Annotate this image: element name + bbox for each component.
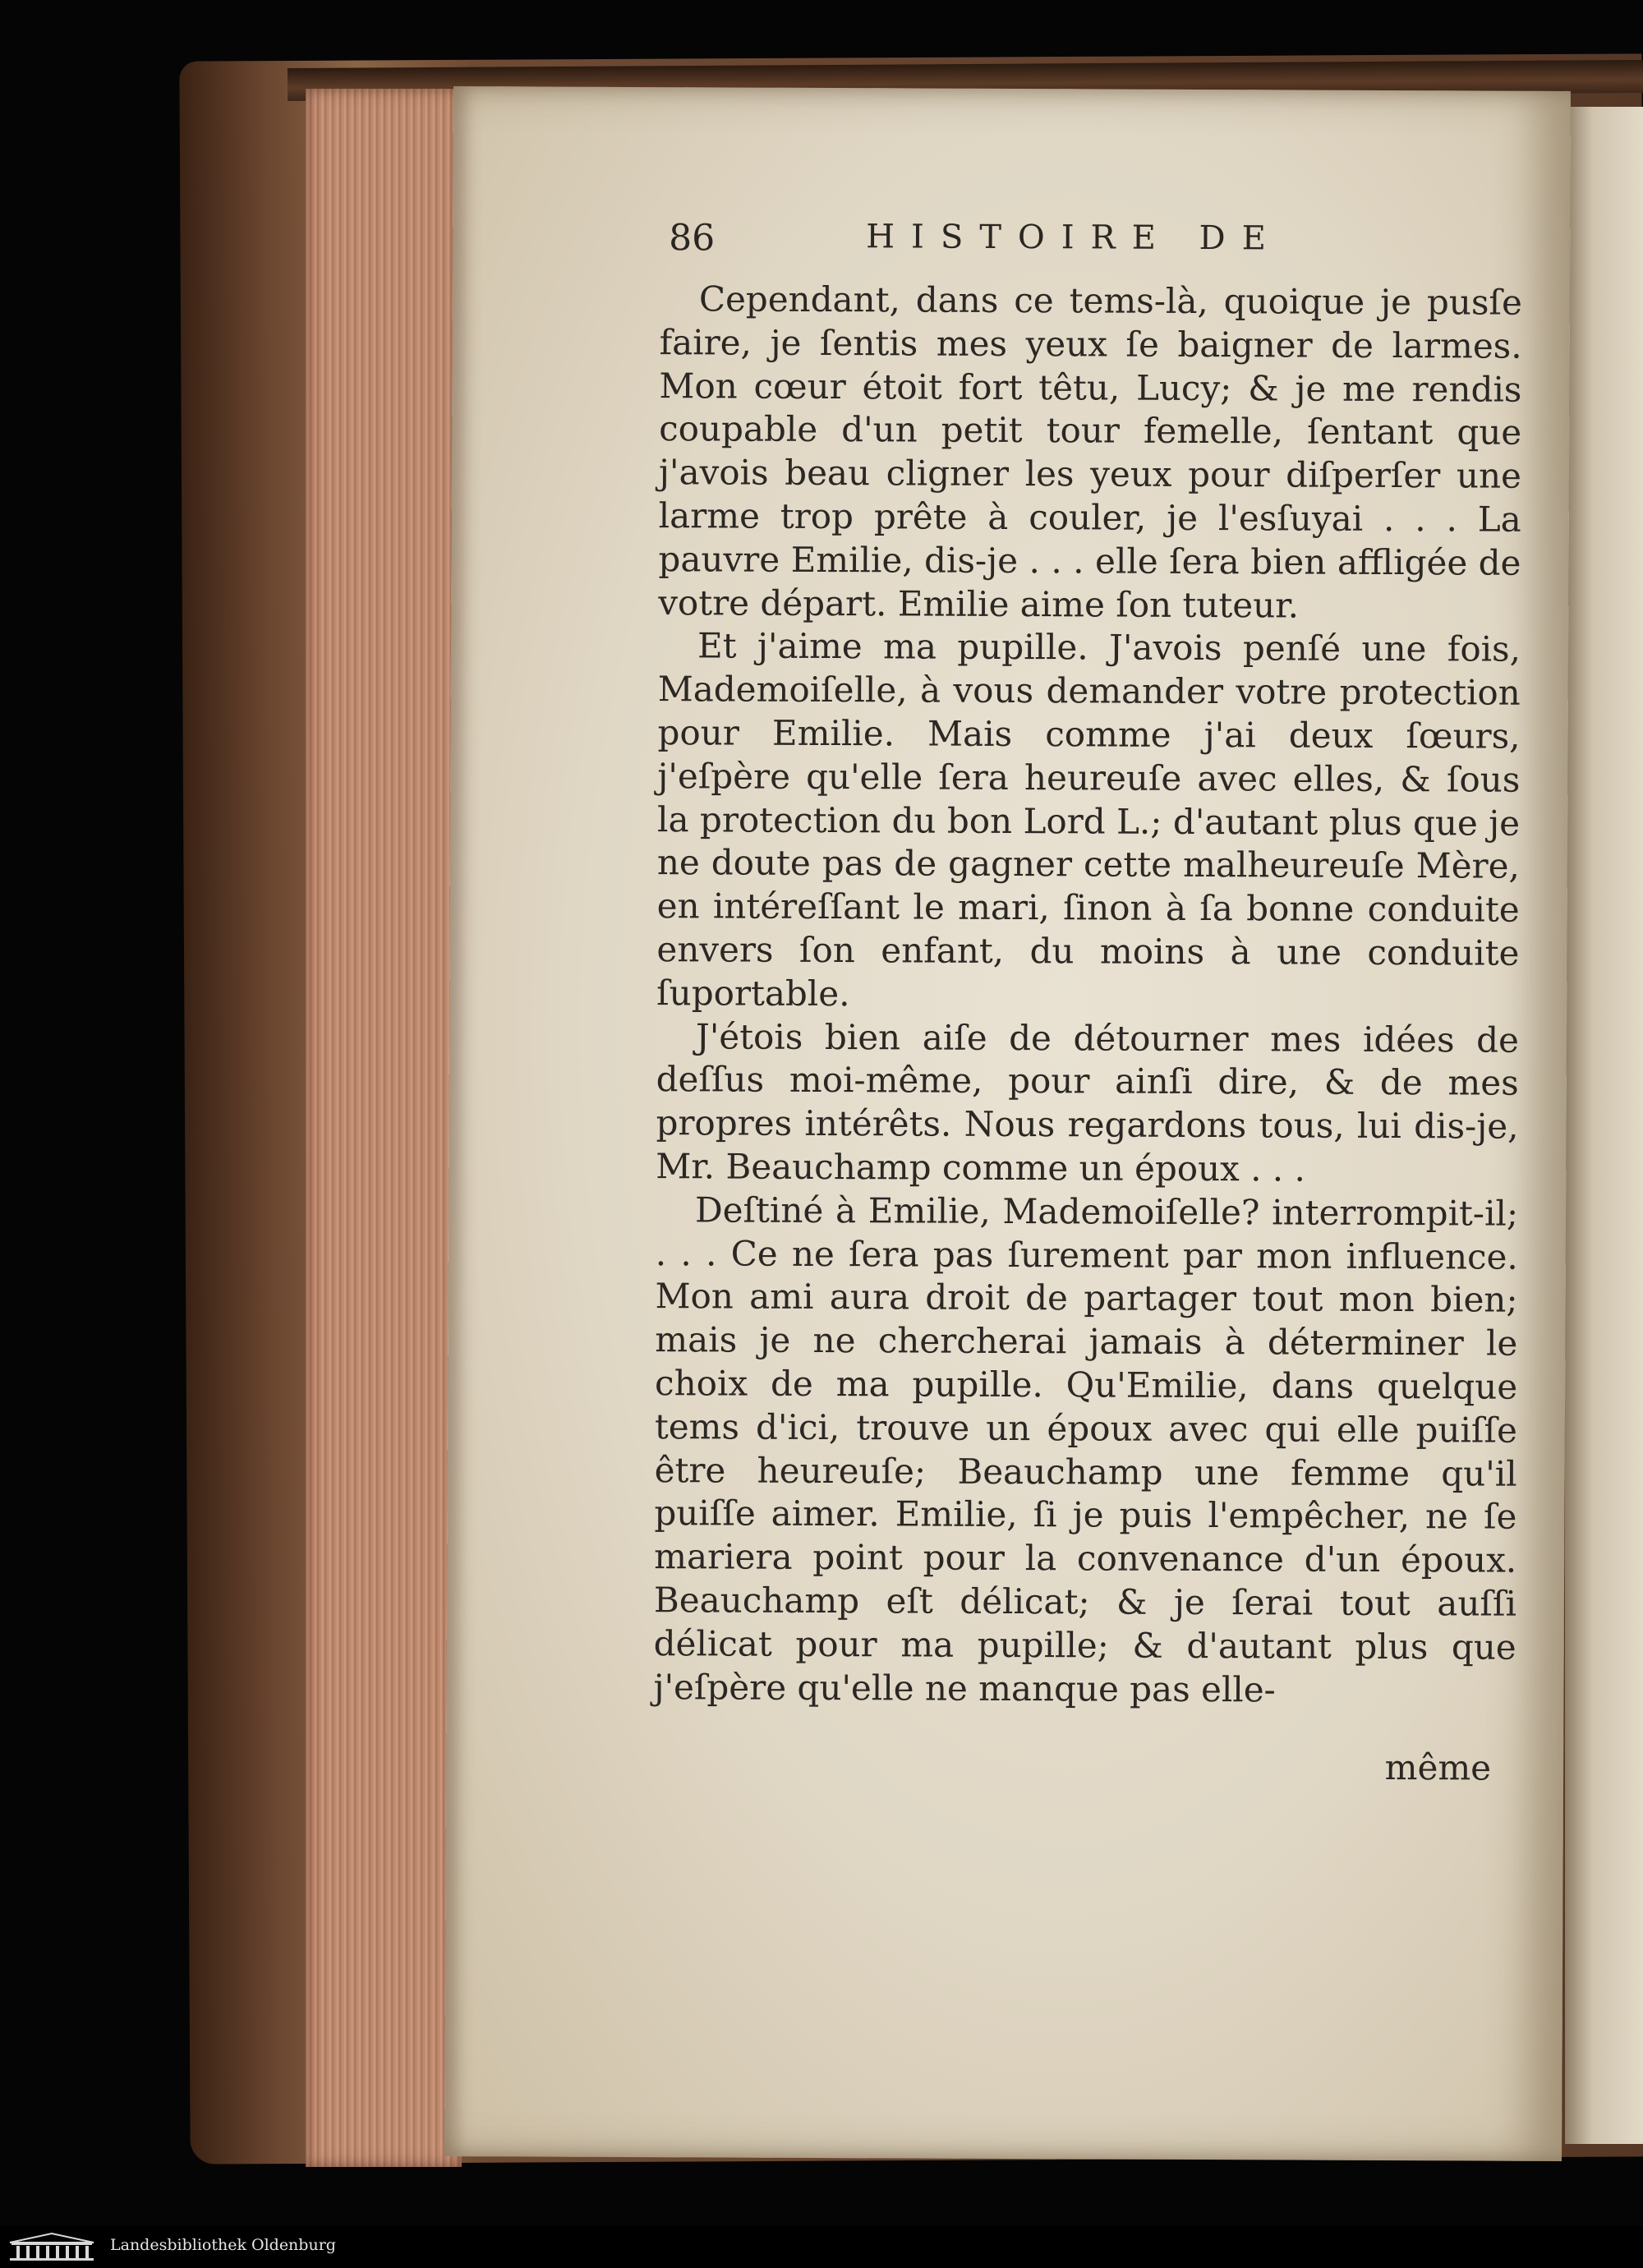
library-footer	[0, 2226, 1643, 2268]
paragraph: J'étois bien aiſe de détourner mes idées de deſſus moi-même, pour ainſi dire, & de mes propres intérêts. Nous regardons tous, lui dis-je, Mr. Beauchamp comme un époux . . .	[656, 1015, 1520, 1189]
paragraph: Deſtiné à Emilie, Mademoiſelle? interrompit-il; . . . Ce ne ſera pas ſurement par mon influence. Mon ami aura droit de partager tout mon bien; mais je ne chercherai jamais à déterminer le choix de ma pupille. Qu'Emilie, dans quelque tems d'ici, trouve un époux avec qui elle puiſſe être heureuſe; Beauchamp une femme qu'il puiſſe aimer. Emilie, ſi je puis l'empêcher, ne ſe mariera point pour la convenance d'un époux. Beauchamp eſt délicat; & je ſerai tout auſſi délicat pour ma pupille; & d'autant plus que j'eſpère qu'elle ne manque pas elle-	[653, 1189, 1519, 1709]
running-head-title: HISTOIRE DE	[866, 218, 1282, 258]
library-name: Landesbibliothek Oldenburg	[110, 2236, 336, 2254]
paragraph: Cependant, dans ce tems-là, quoique je pusſe faire, je ſentis mes yeux ſe baigner de larmes. Mon cœur étoit fort têtu, Lucy; & je me rendis coupable d'un petit tour femelle, ſentant que j'avois beau cligner les yeux pour diſperſer une larme trop prête à couler, je l'esſuyai . . . La pauvre Emilie, dis-je . . . elle ſera bien affligée de votre départ. Emilie aime ſon tuteur.	[658, 278, 1522, 626]
page-number: 86	[669, 217, 716, 260]
library-building-icon	[7, 2231, 97, 2262]
text-page	[444, 86, 1571, 2161]
catchword: même	[1384, 1746, 1492, 1788]
page-edges	[306, 89, 462, 2167]
paragraph: Et j'aime ma pupille. J'avois penſé une fois, Mademoiſelle, à vous demander votre protection pour Emilie. Mais comme j'ai deux ſœurs, j'eſpère qu'elle ſera heureuſe avec elles, & ſous la protection du bon Lord L.; d'autant plus que je ne doute pas de gagner cette malheureuſe Mère, en intéreſſant le mari, ſinon à ſa bonne conduite envers ſon enfant, du moins à une conduite ſuportable.	[656, 625, 1521, 1014]
body-text	[653, 278, 1522, 1713]
facing-page-gutter	[1565, 107, 1643, 2144]
